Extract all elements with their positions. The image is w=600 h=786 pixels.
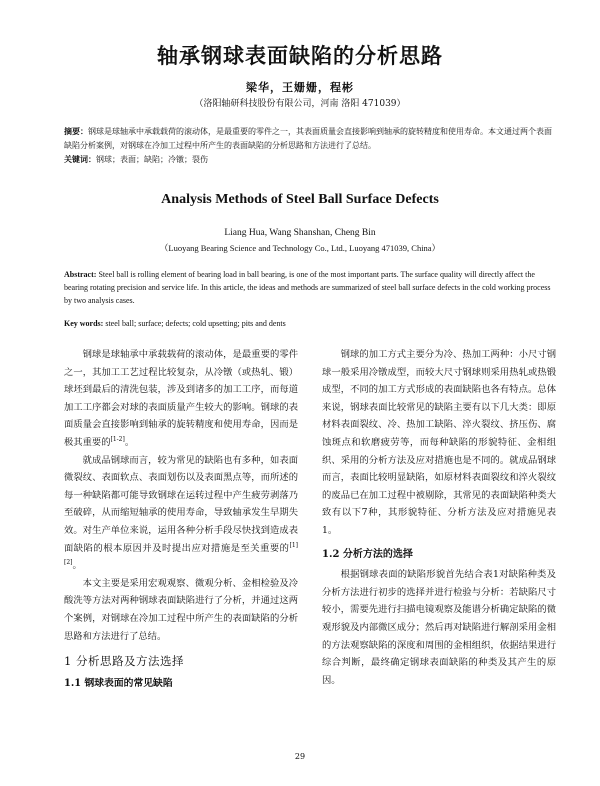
section-heading-1: 1 分析思路及方法选择 [64, 654, 184, 669]
abstract-cn-text: 钢球是球轴承中承载载荷的滚动体，是最重要的零件之一，其表面质量会直接影响到轴承的旋转精度和使用寿命。本文通过两个表面缺陷分析案例，对钢球在冷加工过程中所产生的表面缺陷的分析思路和方法进行了总结。 [64, 127, 552, 150]
body-paragraph [64, 452, 298, 575]
paragraph-text: 就成品钢球而言，较为常见的缺陷也有多种，如表面微裂纹、表面软点、表面划伤以及表面黑点等，而所述的每一种缺陷都可能导致钢球在运转过程中产生疲劳剥落乃至破碎，从而缩短轴承的使用寿命，导致轴承发生早期失效。对生产单位来说，运用各种分析手段尽快找到造成表面缺陷的根本原因并及时提出应对措施是至关重要的 [64, 454, 298, 554]
body-paragraph: 本文主要是采用宏观观察、微观分析、金相检验及冷酸洗等方法对两种钢球表面缺陷进行了分析，并通过这两个案例，对钢球在冷加工过程中所产生的表面缺陷的分析思路和方法进行了总结。 [64, 577, 298, 642]
abstract-en-label: Abstract: [64, 270, 97, 279]
body-column-left [64, 346, 298, 695]
page-number: 29 [294, 752, 306, 761]
citation-ref: [1-2] [110, 435, 125, 443]
body-paragraph: 根据钢球表面的缺陷形貌首先结合表1对缺陷种类及分析方法进行初步的选择并进行检验与分析：若缺陷尺寸较小，需要先进行扫描电镜观察及能谱分析确定缺陷的微观形貌及内部微区成分；然后再对缺陷进行解剖采用金相的方法观察缺陷的深度和周围的金相组织，依据结果进行综合判断，最终确定钢球表面缺陷的种类及其产生的原因。 [322, 569, 556, 686]
authors-cn: 梁华，王姗姗，程彬 [246, 81, 354, 94]
paper-title-cn: 轴承钢球表面缺陷的分析思路 [157, 43, 443, 68]
keywords-cn [64, 152, 556, 167]
body-column-right [322, 346, 556, 689]
abstract-en [64, 268, 556, 308]
keywords-en-text: steel ball; surface; defects; cold upsetting; pits and dents [105, 319, 286, 328]
body-paragraph [64, 346, 298, 452]
abstract-cn [64, 124, 556, 153]
keywords-cn-text: 钢球；表面；缺陷；冷镦；裂伤 [96, 155, 208, 164]
subsection-heading-1-2: 1.2 分析方法的选择 [322, 548, 413, 560]
abstract-en-text: Steel ball is rolling element of bearing load in ball bearing, is one of the most important parts. The surface quality will directly affect the bearing rotating precision and service life. In this article, the ideas and methods are summarized of steel ball surface defects in the cold working process by two analysis cases. [64, 270, 551, 306]
paragraph-text: 钢球是球轴承中承载载荷的滚动体，是最重要的零件之一，其加工工艺过程比较复杂，从冷镦（或热轧、锻）球坯到最后的清洗包装，涉及到诸多的加工工序，而每道加工工序都会对球的表面质量产生较大的影响。钢球的表面质量会直接影响到轴承的旋转精度和使用寿命，因而是极其重要的 [64, 349, 298, 448]
paper-title-en: Analysis Methods of Steel Ball Surface Defects [161, 192, 439, 207]
body-paragraph: 钢球的加工方式主要分为冷、热加工两种：小尺寸钢球一般采用冷镦成型，而较大尺寸钢球则采用热轧或热锻成型，不同的加工方式形成的表面缺陷也各有特点。总体来说，钢球表面比较常见的缺陷主要有以下几大类：即原材料表面裂纹、冷、热加工缺陷、淬火裂纹、挤压伤、腐蚀斑点和软磨疲劳等，而每种缺陷的形貌特征、金相组织、采用的分析方法及应对措施也是不同的。就成品钢球而言，表面比较明显缺陷，如原材料表面裂纹和淬火裂纹的废品已在加工过程中被剔除，其常见的表面缺陷种类大致有以下7种，其形貌特征、分析方法及应对措施见表1。 [322, 349, 556, 536]
affiliation-en: （Luoyang Bearing Science and Technology Co., Ltd., Luoyang 471039, China） [159, 243, 441, 253]
keywords-en [64, 317, 556, 331]
keywords-en-label: Key words: [64, 319, 104, 328]
keywords-cn-label: 关键词： [64, 154, 96, 164]
paragraph-end: 。 [72, 560, 82, 572]
abstract-cn-label: 摘要： [64, 126, 88, 136]
affiliation-cn: （洛阳轴研科技股份有限公司，河南 洛阳 471039） [194, 99, 406, 109]
citation-ref: [1][2] [64, 541, 298, 567]
paragraph-end: 。 [124, 436, 135, 448]
authors-en: Liang Hua, Wang Shanshan, Cheng Bin [224, 228, 376, 238]
subsection-heading-1-1: 1.1 钢球表面的常见缺陷 [64, 677, 173, 689]
